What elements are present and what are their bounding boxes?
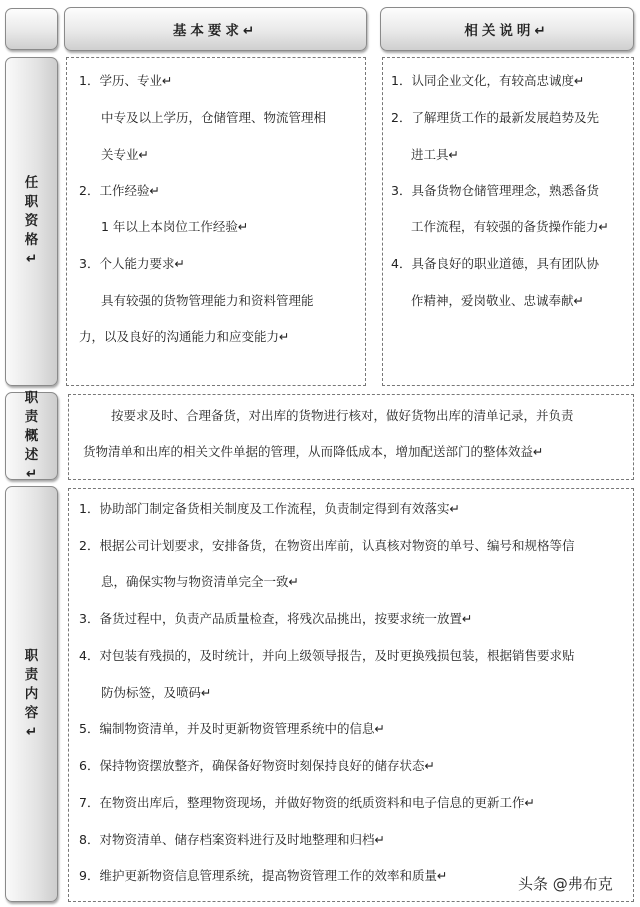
requirement-line: 2．工作经验↵	[79, 183, 160, 198]
duty-line: 息，确保实物与物资清单完全一致↵	[101, 574, 299, 589]
requirement-line: 1 年以上本岗位工作经验↵	[101, 219, 249, 234]
related-notes-header-label: 相关说明↵	[464, 23, 550, 39]
duties-side-text: 职责内容↵	[24, 647, 39, 740]
overview-box	[68, 394, 634, 480]
requirement-line: 具有较强的货物管理能力和资料管理能	[101, 293, 314, 308]
requirement-line: 3．个人能力要求↵	[79, 256, 185, 271]
duties-box	[68, 488, 634, 902]
note-line: 进工具↵	[411, 147, 459, 162]
basic-requirements-header-label: 基本要求↵	[172, 23, 259, 39]
duty-line: 1．协助部门制定备货相关制度及工作流程，负责制定得到有效落实↵	[79, 501, 460, 516]
note-line: 作精神，爱岗敬业、忠诚奉献↵	[411, 293, 584, 308]
note-line: 工作流程，有较强的备货操作能力↵	[411, 219, 609, 234]
overview-side-text: 职责概述↵	[24, 389, 39, 482]
duty-line: 3．备货过程中，负责产品质量检查，将残次品挑出，按要求统一放置↵	[79, 611, 473, 626]
qualifications-side-label	[5, 57, 58, 386]
duty-line: 6．保持物资摆放整齐，确保备好物资时刻保持良好的储存状态↵	[79, 758, 435, 773]
duty-line: 防伪标签，及喷码↵	[101, 685, 212, 700]
note-line: 1．认同企业文化，有较高忠诚度↵	[391, 73, 585, 88]
overview-line: 按要求及时、合理备货，对出库的货物进行核对，做好货物出库的清单记录，并负责	[111, 408, 574, 423]
requirement-line: 力，以及良好的沟通能力和应变能力↵	[79, 329, 290, 344]
duty-line: 4．对包装有残损的，及时统计，并向上级领导报告，及时更换残损包装，根据销售要求贴	[79, 648, 575, 663]
qualifications-side-text: 任职资格↵	[24, 175, 39, 267]
requirement-line: 1．学历、专业↵	[79, 73, 173, 88]
overview-line: 货物清单和出库的相关文件单据的管理，从而降低成本，增加配送部门的整体效益↵	[83, 444, 544, 459]
note-line: 3．具备货物仓储管理理念，熟悉备货	[391, 183, 599, 198]
note-line: 4．具备良好的职业道德，具有团队协	[391, 256, 599, 271]
duty-line: 7．在物资出库后，整理物资现场，并做好物资的纸质资料和电子信息的更新工作↵	[79, 795, 535, 810]
notes-box	[382, 57, 634, 386]
note-line: 2．了解理货工作的最新发展趋势及先	[391, 110, 599, 125]
basic-requirements-header	[64, 7, 367, 51]
duty-line: 2．根据公司计划要求，安排备货，在物资出库前，认真核对物资的单号、编号和规格等信	[79, 538, 575, 553]
overview-side-label	[5, 389, 58, 482]
requirement-line: 关专业↵	[101, 147, 149, 162]
requirements-box	[66, 57, 366, 386]
watermark: 头条 @弗布克	[518, 875, 613, 893]
duty-line: 9．维护更新物资信息管理系统，提高物资管理工作的效率和质量↵	[79, 868, 448, 883]
related-notes-header	[380, 7, 634, 51]
duties-side-label	[5, 486, 58, 902]
corner-header-cell	[5, 8, 58, 50]
duty-line: 8．对物资清单、储存档案资料进行及时地整理和归档↵	[79, 832, 385, 847]
duty-line: 5．编制物资清单，并及时更新物资管理系统中的信息↵	[79, 721, 385, 736]
requirement-line: 中专及以上学历，仓储管理、物流管理相	[101, 110, 327, 125]
